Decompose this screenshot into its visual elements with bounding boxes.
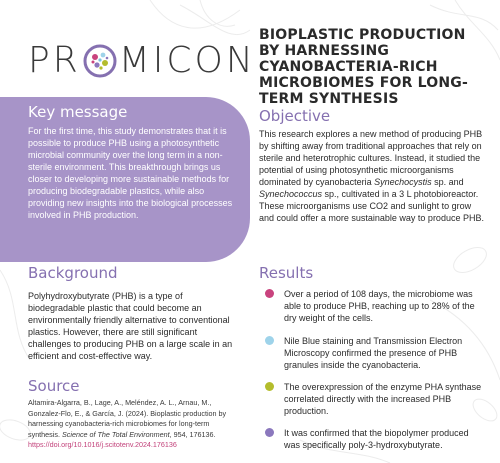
bullet-dot-icon	[265, 382, 274, 391]
species-name: Synechococcus	[259, 189, 323, 199]
result-item	[265, 335, 487, 371]
logo-text-start: PR	[28, 39, 81, 81]
promicon-logo	[28, 35, 256, 85]
microbiome-logo-icon	[83, 44, 117, 78]
bullet-dot-icon	[265, 289, 274, 298]
background-heading: Background	[28, 264, 118, 282]
source-citation	[28, 398, 242, 451]
key-message-heading: Key message	[28, 103, 128, 121]
result-item	[265, 427, 487, 451]
key-message-box	[0, 97, 250, 262]
source-heading: Source	[28, 377, 80, 395]
result-text: It was confirmed that the biopolymer produced was specifically poly-3-hydroxybutyrate.	[284, 428, 469, 450]
bullet-dot-icon	[265, 336, 274, 345]
background-text: Polyhydroxybutyrate (PHB) is a type of biodegradable plastic that could become an environmentally friendly alternative to conventional plastics. However, there are still significant challenges to producing PHB on a large scale in an efficient and cost-effective way.	[28, 291, 233, 361]
species-name: Synechocystis	[374, 177, 432, 187]
objective-heading: Objective	[259, 107, 331, 125]
result-item	[265, 288, 487, 324]
bullet-dot-icon	[265, 428, 274, 437]
page-title: BIOPLASTIC PRODUCTION BY HARNESSING CYANOBACTERIA-RICH MICROBIOMES FOR LONG-TERM SYNTHESIS	[259, 27, 468, 107]
result-text: The overexpression of the enzyme PHA synthase correlated directly with the increased PHB production.	[284, 382, 482, 416]
doi-link[interactable]: https://doi.org/10.1016/j.scitotenv.2024.176136	[28, 440, 177, 449]
objective-text-part: sp., cultivated in a 3 L photobioreactor. These microorganisms use CO2 and sunlight to grow and could offer a more sustainable way to produce PHB.	[259, 189, 484, 223]
objective-text-part: sp. and	[431, 177, 464, 187]
objective-text	[259, 128, 487, 224]
result-text: Nile Blue staining and Transmission Electron Microscopy confirmed the presence of PHB granules inside the cyanobacteria.	[284, 336, 463, 370]
result-item	[265, 381, 487, 417]
result-text: Over a period of 108 days, the microbiome was able to produce PHB, reaching up to 28% of the dry weight of the cells.	[284, 289, 475, 323]
citation-details: , 954, 176136.	[169, 429, 216, 439]
key-message-text: For the first time, this study demonstrates that it is possible to produce PHB using a photosynthetic microbial community over the long term in a non-sterile environment. This breakthrough brings us closer to developing more sustainable methods for producing biodegradable plastics, while also providing new insights into the biological processes involved in PHB production.	[28, 126, 233, 220]
objective-text-part: This research explores a new method of producing PHB by shifting away from traditional approaches that rely on sterile and heterotrophic cultures. Instead, it studied the potential of using photosynthetic microorganisms dominated by cyanobacteria	[259, 129, 483, 187]
logo-text-end: MICON	[118, 39, 256, 81]
results-heading: Results	[259, 264, 314, 282]
citation-authors: Altamira-Algarra, B., Lage, A., Meléndez, A. L., Arnau, M., Gonzalez-Flo, E., & García, J. (2024). Bioplastic production by harnessing cyanobacteria-rich microbiomes for long-term synthesis.	[28, 398, 227, 439]
citation-journal: Science of The Total Environment	[61, 429, 170, 439]
